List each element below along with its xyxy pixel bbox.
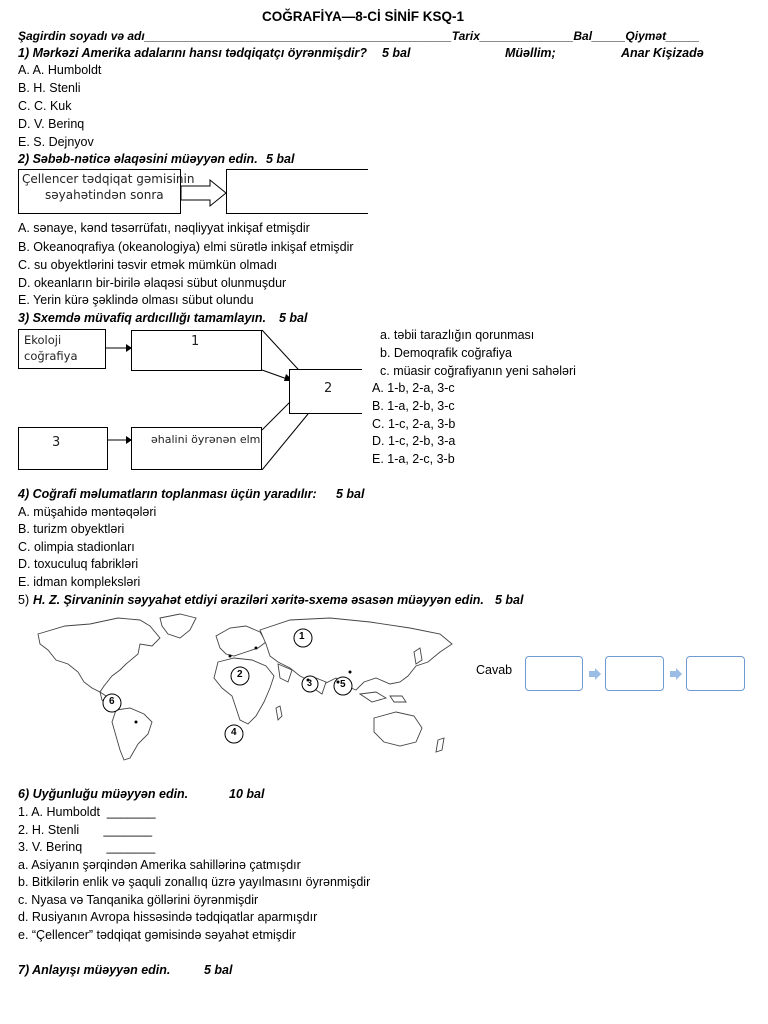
q1-option-c: C. C. Kuk (18, 99, 72, 113)
q3-option-a: A. 1-b, 2-a, 3-c (372, 381, 455, 395)
q3-box-3: 3 (52, 435, 61, 450)
q1-question: 1) Mərkəzi Amerika adalarını hansı tədqiqatçı öyrənmişdir? (18, 46, 367, 60)
q2-question: 2) Səbəb-nəticə əlaqəsini müəyyən edin. (18, 152, 258, 166)
q7-points: 5 bal (204, 963, 233, 977)
q3-box-2: 2 (324, 381, 333, 396)
q3-ecology-line1: Ekoloji (24, 333, 62, 347)
q6-question: 6) Uyğunluğu müəyyən edin. (18, 787, 189, 801)
q3-item-b: b. Demoqrafik coğrafiya (380, 346, 513, 360)
q2-cause-line1: Çellencer tədqiqat gəmisinin (22, 172, 195, 186)
q4-option-b: B. turizm obyektləri (18, 522, 125, 536)
q2-cause-box (18, 169, 195, 214)
arrow-right-icon (588, 667, 602, 681)
q3-item-c: c. müasir coğrafiyanın yeni sahələri (380, 364, 576, 378)
arrow-right-icon (669, 667, 683, 681)
map-marker-6: 6 (109, 696, 115, 707)
page-title: COĞRAFİYA—8-Cİ SİNİF KSQ-1 (262, 9, 465, 24)
q7-question: 7) Anlayışı müəyyən edin. (18, 963, 171, 977)
q2-option-b: B. Okeanoqrafiya (okeanologiya) elmi sürətlə inkişaf etmişdir (18, 240, 354, 254)
q1-option-d: D. V. Berinq (18, 117, 85, 131)
q6-right-e: e. “Çellencer” tədqiqat gəmisində səyahət etmişdir (18, 928, 296, 942)
q6-left-3: 3. V. Berinq _______ (18, 840, 156, 854)
q6-right-a: a. Asiyanın şərqindən Amerika sahillərinə çatmışdır (18, 858, 301, 872)
q4-option-e: E. idman kompleksləri (18, 575, 141, 589)
q4-points: 5 bal (336, 487, 365, 501)
q5-answer-box-1[interactable] (525, 656, 583, 691)
q1-option-e: E. S. Dejnyov (18, 135, 94, 149)
q5-points: 5 bal (495, 593, 524, 607)
q2-points: 5 bal (266, 152, 295, 166)
q6-right-b: b. Bitkilərin enlik və şaquli zonallıq üzrə yayılmasını öyrənmişdir (18, 875, 371, 889)
q3-option-d: D. 1-c, 2-b, 3-a (372, 434, 456, 448)
q4-option-d: D. toxuculuq fabrikləri (18, 557, 139, 571)
teacher-label: Müəllim; (505, 46, 556, 60)
q5-answer-box-2[interactable] (605, 656, 664, 691)
q2-option-e: E. Yerin kürə şəklində olması sübut olundu (18, 293, 254, 307)
q3-item-a: a. təbii tarazlığın qorunması (380, 328, 535, 342)
map-marker-1: 1 (299, 631, 305, 642)
q3-option-e: E. 1-a, 2-c, 3-b (372, 452, 455, 466)
q4-option-a: A. müşahidə məntəqələri (18, 505, 157, 519)
q2-option-c: C. su obyektlərini təsvir etmək mümkün olmadı (18, 258, 278, 272)
teacher-name: Anar Kişizadə (621, 46, 704, 60)
q6-left-1: 1. A. Humboldt _______ (18, 805, 156, 819)
q2-option-d: D. okeanların bir-birilə əlaqəsi sübut olunmuşdur (18, 276, 287, 290)
world-map (20, 612, 462, 762)
map-marker-5: 5 (340, 679, 346, 690)
q2-arrow-icon (180, 178, 228, 208)
q6-right-c: c. Nyasa və Tanqanika göllərini öyrənmişdir (18, 893, 259, 907)
q3-points: 5 bal (279, 311, 308, 325)
q3-ecology-line2: coğrafiya (24, 349, 78, 363)
q3-option-b: B. 1-a, 2-b, 3-c (372, 399, 455, 413)
q3-population-box: əhalini öyrənən elm (151, 433, 261, 446)
q6-points: 10 bal (229, 787, 265, 801)
q3-option-c: C. 1-c, 2-a, 3-b (372, 417, 456, 431)
q1-option-a: A. A. Humboldt (18, 63, 102, 77)
map-marker-4: 4 (231, 727, 237, 738)
map-marker-3: 3 (307, 678, 313, 688)
q4-option-c: C. olimpia stadionları (18, 540, 135, 554)
map-marker-2: 2 (237, 669, 243, 680)
q3-box-1: 1 (191, 334, 200, 349)
q1-option-b: B. H. Stenli (18, 81, 81, 95)
student-info-line: Şagirdin soyadı və adı______________________________________________Tarix______________Bal_____Qiymət_____ (18, 29, 700, 43)
q2-effect-box (226, 169, 368, 214)
q1-points: 5 bal (382, 46, 411, 60)
q5-answer-label: Cavab (476, 663, 513, 677)
q6-left-2: 2. H. Stenli _______ (18, 823, 153, 837)
q6-right-d: d. Rusiyanın Avropa hissəsində tədqiqatlar aparmışdır (18, 910, 318, 924)
q2-option-a: A. sənaye, kənd təsərrüfatı, nəqliyyat inkişaf etmişdir (18, 221, 310, 235)
q5-question: H. Z. Şirvaninin səyyahət etdiyi əraziləri xəritə-sxemə əsasən müəyyən edin. (33, 593, 484, 607)
q2-cause-line2: səyahətindən sonra (45, 188, 164, 202)
q4-question: 4) Coğrafi məlumatların toplanması üçün yaradılır: (18, 487, 317, 501)
q5-number: 5) (18, 593, 30, 607)
q5-answer-box-3[interactable] (686, 656, 745, 691)
q3-question: 3) Sxemdə müvafiq ardıcıllığı tamamlayın. (18, 311, 267, 325)
